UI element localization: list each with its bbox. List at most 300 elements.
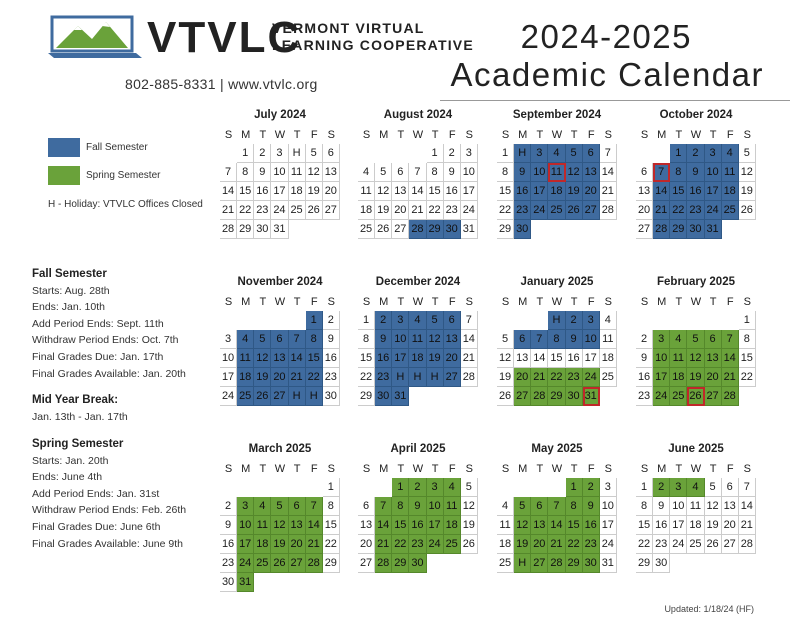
day-cell: 12 [514,516,531,535]
weekday-header: F [448,129,456,141]
fall-info-item: Ends: Jan. 10th [32,301,105,314]
empty-cell [497,478,514,497]
day-cell: 23 [254,201,271,220]
weekday-header: W [551,296,563,308]
day-cell: 17 [392,349,409,368]
day-cell: 28 [722,387,739,406]
day-cell: 21 [375,535,392,554]
day-cell: 4 [237,330,254,349]
day-cell: 18 [254,535,271,554]
weekday-header: W [551,463,563,475]
day-cell: 14 [220,182,237,201]
day-cell: 1 [670,144,687,163]
day-cell: 18 [548,182,565,201]
month-title: June 2025 [668,443,724,455]
month-grid [358,293,478,406]
day-cell: 8 [392,497,409,516]
fall-info-heading: Fall Semester [32,268,107,280]
day-cell: 6 [583,144,600,163]
empty-cell [375,144,392,163]
day-cell: 15 [497,182,514,201]
empty-cell [220,311,237,330]
day-cell: 15 [548,349,565,368]
weekday-header: S [362,129,371,141]
day-cell: 2 [687,144,704,163]
day-cell: 19 [739,182,756,201]
day-cell: 5 [254,330,271,349]
day-cell: 25 [600,368,617,387]
day-cell: 8 [739,330,756,349]
day-cell: 27 [444,368,461,387]
day-cell: 21 [600,182,617,201]
month-title: September 2024 [512,109,602,121]
day-cell: 24 [653,387,670,406]
holiday-cell: H [514,554,531,573]
day-cell: 4 [358,163,375,182]
day-cell: 3 [670,478,687,497]
month-calendar [358,275,478,406]
day-cell: 2 [254,144,271,163]
day-cell: 19 [254,368,271,387]
day-cell: 19 [705,516,722,535]
weekday-header: S [640,463,649,475]
day-cell: 11 [687,497,704,516]
day-cell: 2 [409,478,426,497]
spring-info-item: Final Grades Available: June 9th [32,537,183,550]
day-cell: 28 [600,201,617,220]
day-cell: 26 [375,220,392,239]
day-cell: 7 [548,497,565,516]
day-cell: 10 [653,349,670,368]
day-cell: 12 [306,163,323,182]
weekday-header: T [709,463,717,475]
weekday-header: T [536,463,544,475]
day-cell: 20 [271,368,288,387]
calendar-title: Academic Calendar [450,56,764,93]
day-cell: 3 [392,311,409,330]
day-cell: 11 [237,349,254,368]
empty-cell [514,478,531,497]
day-cell: 22 [548,368,565,387]
day-cell: 3 [583,311,600,330]
day-cell: 28 [653,220,670,239]
fall-info-item: Final Grades Available: Jan. 20th [32,367,186,380]
vtvlc-logo [48,14,143,60]
day-cell: 30 [514,220,531,239]
day-cell: 5 [427,311,444,330]
day-cell: 13 [323,163,340,182]
day-cell: 13 [705,349,722,368]
day-cell: 22 [427,201,444,220]
day-cell: 19 [306,182,323,201]
weekday-header: S [362,463,371,475]
day-cell: 12 [566,163,583,182]
calendar-year-title: 2024-2025 [520,18,692,55]
day-cell: 15 [323,516,340,535]
day-cell: 29 [497,220,514,239]
spring-swatch [48,166,80,185]
day-cell: 10 [531,163,548,182]
day-cell: 29 [548,387,565,406]
month-title: May 2025 [531,443,583,455]
day-cell: 13 [722,497,739,516]
day-cell: 17 [653,368,670,387]
day-cell: 14 [722,349,739,368]
day-cell: 19 [514,535,531,554]
day-cell: 26 [739,201,756,220]
weekday-header: T [570,129,578,141]
weekday-header: T [397,129,405,141]
day-cell: 4 [254,497,271,516]
empty-cell [653,311,670,330]
weekday-header: T [709,296,717,308]
holiday-cell: H [409,368,426,387]
day-cell: 9 [323,330,340,349]
day-cell: 7 [409,163,426,182]
day-cell: 12 [271,516,288,535]
day-cell: 17 [531,182,548,201]
empty-cell [220,144,237,163]
weekday-header: W [690,296,702,308]
day-cell: 26 [461,535,478,554]
day-cell: 25 [722,201,739,220]
day-cell: 4 [497,497,514,516]
day-cell: 14 [531,349,548,368]
day-cell: 17 [271,182,288,201]
weekday-header: T [259,463,267,475]
empty-cell [705,311,722,330]
day-cell: 23 [220,554,237,573]
day-cell: 16 [636,368,653,387]
day-cell: 25 [497,554,514,573]
day-cell: 22 [306,368,323,387]
weekday-header: S [327,463,335,475]
weekday-header: F [587,129,595,141]
weekday-header: T [675,296,683,308]
day-cell: 20 [444,349,461,368]
day-cell: 4 [670,330,687,349]
month-grid [497,293,617,406]
day-cell: 29 [670,220,687,239]
day-cell: 8 [427,163,444,182]
day-cell: 7 [739,478,756,497]
day-cell: 13 [583,163,600,182]
day-cell: 1 [237,144,254,163]
day-cell: 29 [392,554,409,573]
day-cell: 25 [687,535,704,554]
day-cell: 27 [358,554,375,573]
day-cell: 2 [444,144,461,163]
day-cell: 18 [497,535,514,554]
day-cell: 27 [705,387,722,406]
day-cell: 9 [409,497,426,516]
month-calendar [497,275,617,406]
day-cell: 30 [323,387,340,406]
month-calendar [636,442,756,573]
day-cell: 14 [409,182,426,201]
empty-cell [271,478,288,497]
fall-info-item: Starts: Aug. 28th [32,284,110,297]
day-cell: 9 [514,163,531,182]
day-cell: 13 [392,182,409,201]
day-cell: 10 [600,497,617,516]
day-cell: 3 [461,144,478,163]
day-cell: 30 [220,573,237,592]
day-cell: 13 [531,516,548,535]
weekday-header: T [293,129,301,141]
brand-subtitle [272,20,474,54]
day-cell: 31 [600,554,617,573]
weekday-header: F [726,463,734,475]
day-cell: 15 [739,349,756,368]
day-cell: 15 [358,349,375,368]
day-cell: 20 [705,368,722,387]
day-cell: 20 [358,535,375,554]
day-cell: 17 [427,516,444,535]
weekday-header: M [518,296,528,308]
day-cell: 22 [497,201,514,220]
weekday-header: W [412,296,424,308]
month-title: February 2025 [657,276,735,288]
day-cell: 8 [237,163,254,182]
day-cell: 17 [600,516,617,535]
weekday-header: S [327,129,335,141]
day-cell: 22 [670,201,687,220]
weekday-header: F [310,129,318,141]
day-cell: 29 [636,554,653,573]
weekday-header: T [536,296,544,308]
day-cell: 16 [375,349,392,368]
day-cell: 21 [220,201,237,220]
day-cell: 11 [358,182,375,201]
day-cell: 17 [461,182,478,201]
day-cell: 27 [323,201,340,220]
day-cell: 16 [687,182,704,201]
day-cell: 1 [427,144,444,163]
day-cell: 12 [254,349,271,368]
day-cell: 21 [531,368,548,387]
day-cell: 12 [497,349,514,368]
day-cell: 22 [636,535,653,554]
day-cell: 4 [687,478,704,497]
day-cell: 24 [705,201,722,220]
day-cell: 21 [289,368,306,387]
weekday-header: S [604,129,612,141]
day-cell: 28 [531,387,548,406]
fall-info-item: Add Period Ends: Sept. 11th [32,317,164,330]
day-cell: 25 [444,535,461,554]
day-cell: 24 [670,535,687,554]
month-title: April 2025 [390,443,446,455]
day-cell: 16 [514,182,531,201]
day-cell: 27 [583,201,600,220]
day-cell: 6 [358,497,375,516]
day-cell: 23 [583,535,600,554]
day-cell: 27 [531,554,548,573]
weekday-header: T [431,463,439,475]
day-cell: 27 [722,535,739,554]
day-cell: 23 [514,201,531,220]
day-cell: 8 [323,497,340,516]
day-cell: 22 [237,201,254,220]
day-cell: 8 [566,497,583,516]
weekday-header: S [640,296,649,308]
weekday-header: T [259,129,267,141]
spring-info-item: Starts: Jan. 20th [32,454,109,467]
month-calendar [497,442,617,573]
day-cell: 27 [636,220,653,239]
month-grid [220,126,340,239]
day-cell: 1 [566,478,583,497]
month-title: July 2024 [254,109,306,121]
day-cell: 23 [409,535,426,554]
day-cell: 30 [444,220,461,239]
day-cell: 16 [653,516,670,535]
weekday-header: S [743,129,751,141]
day-cell: 29 [323,554,340,573]
day-cell: 12 [427,330,444,349]
day-cell: 25 [548,201,565,220]
day-cell: 9 [375,330,392,349]
day-cell: 12 [739,163,756,182]
empty-cell [306,478,323,497]
day-cell: 2 [220,497,237,516]
empty-cell [375,478,392,497]
day-cell: 31 [583,387,600,406]
day-cell: 13 [636,182,653,201]
day-cell: 1 [497,144,514,163]
day-cell: 20 [722,516,739,535]
day-cell: 9 [444,163,461,182]
day-cell: 27 [271,387,288,406]
day-cell: 31 [705,220,722,239]
weekday-header: F [726,296,734,308]
day-cell: 30 [653,554,670,573]
day-cell: 5 [271,497,288,516]
weekday-header: T [675,129,683,141]
weekday-header: M [518,463,528,475]
weekday-header: S [224,463,233,475]
day-cell: 15 [566,516,583,535]
day-cell: 9 [636,349,653,368]
empty-cell [237,311,254,330]
month-title: October 2024 [659,109,733,121]
day-cell: 7 [653,163,670,182]
empty-cell [289,311,306,330]
weekday-header: F [587,463,595,475]
day-cell: 10 [705,163,722,182]
empty-cell [687,311,704,330]
day-cell: 23 [444,201,461,220]
empty-cell [254,478,271,497]
month-grid [636,126,756,239]
day-cell: 29 [358,387,375,406]
day-cell: 9 [220,516,237,535]
month-calendar [497,108,617,239]
holiday-cell: H [289,387,306,406]
weekday-header: F [448,463,456,475]
weekday-header: M [241,129,251,141]
empty-cell [514,311,531,330]
day-cell: 2 [653,478,670,497]
empty-cell [670,311,687,330]
weekday-header: M [379,296,389,308]
day-cell: 24 [583,368,600,387]
day-cell: 26 [497,387,514,406]
month-calendar [636,275,756,406]
weekday-header: W [551,129,563,141]
month-grid [220,293,340,406]
month-grid [636,460,756,573]
day-cell: 28 [220,220,237,239]
weekday-header: T [431,129,439,141]
day-cell: 18 [722,182,739,201]
weekday-header: W [274,463,286,475]
day-cell: 20 [392,201,409,220]
day-cell: 22 [739,368,756,387]
day-cell: 19 [461,516,478,535]
day-cell: 27 [392,220,409,239]
day-cell: 13 [271,349,288,368]
day-cell: 2 [583,478,600,497]
weekday-header: M [241,296,251,308]
month-grid [636,293,756,406]
day-cell: 3 [237,497,254,516]
month-title: January 2025 [520,276,594,288]
day-cell: 22 [566,535,583,554]
spring-info-heading: Spring Semester [32,438,124,450]
day-cell: 19 [427,349,444,368]
day-cell: 29 [427,220,444,239]
month-title: December 2024 [375,276,461,288]
spring-info-item: Final Grades Due: June 6th [32,520,161,533]
month-title: August 2024 [383,109,453,121]
day-cell: 19 [566,182,583,201]
day-cell: 5 [514,497,531,516]
day-cell: 20 [583,182,600,201]
day-cell: 24 [427,535,444,554]
day-cell: 20 [323,182,340,201]
day-cell: 6 [323,144,340,163]
month-grid [497,460,617,573]
day-cell: 12 [461,497,478,516]
day-cell: 11 [497,516,514,535]
weekday-header: S [465,296,473,308]
empty-cell [722,311,739,330]
day-cell: 6 [392,163,409,182]
empty-cell [531,311,548,330]
empty-cell [497,311,514,330]
day-cell: 10 [427,497,444,516]
day-cell: 14 [548,516,565,535]
day-cell: 7 [461,311,478,330]
day-cell: 1 [323,478,340,497]
day-cell: 17 [705,182,722,201]
day-cell: 14 [461,330,478,349]
day-cell: 11 [254,516,271,535]
day-cell: 11 [670,349,687,368]
day-cell: 30 [566,387,583,406]
day-cell: 5 [375,163,392,182]
weekday-header: S [640,129,649,141]
day-cell: 15 [670,182,687,201]
day-cell: 7 [220,163,237,182]
empty-cell [636,144,653,163]
weekday-header: W [412,463,424,475]
day-cell: 18 [687,516,704,535]
weekday-header: S [224,129,233,141]
legend-spring-label: Spring Semester [86,170,161,181]
